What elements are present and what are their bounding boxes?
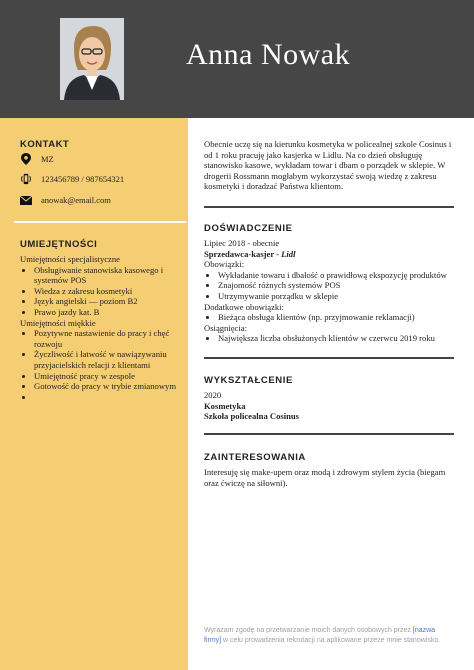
experience-dates: Lipiec 2018 - obecnie xyxy=(204,238,280,248)
experience-position xyxy=(204,249,456,260)
duties-list xyxy=(204,270,456,302)
extra-duties-label: Dodatkowe obowiązki: xyxy=(204,301,284,312)
candidate-name: Anna Nowak xyxy=(186,38,351,71)
duty-item: • Utrzymywanie porządku w sklepie xyxy=(218,291,456,302)
skill-item: • Wiedza z zakresu kosmetyki xyxy=(34,286,180,297)
education-section xyxy=(204,390,456,422)
skills-list xyxy=(20,254,180,402)
skills-title: UMIEJĘTNOŚCI xyxy=(20,239,98,250)
duties-label: Obowiązki: xyxy=(204,259,245,270)
skills-group-items xyxy=(20,265,180,318)
achievement-item: • Największa liczba obsłużonych klientów w czerwcu 2019 roku xyxy=(218,333,456,344)
summary-text xyxy=(204,139,456,192)
location-text: MZ xyxy=(41,154,54,164)
sidebar-divider xyxy=(14,221,186,223)
email-link[interactable]: anowak@email.com xyxy=(41,195,111,205)
skill-item xyxy=(34,392,180,403)
education-field: Kosmetyka xyxy=(204,400,246,411)
skill-item: • Życzliwość i łatwość w nawiązywaniu przyjacielskich relacji z klientami xyxy=(34,349,180,370)
extra-duties-list xyxy=(204,312,456,323)
duty-item: • Wykładanie towaru i dbałość o prawidłową ekspozycję produktów xyxy=(218,270,456,281)
interests-section xyxy=(204,467,456,488)
gdpr-consent: Wyrażam zgodę na przetwarzanie moich danych osobowych przez [nazwa firmy] w celu prowadzenia rekrutacji na aplikowane przeze mnie stanowisko. xyxy=(204,627,441,644)
skills-group-items xyxy=(20,328,180,402)
contact-location xyxy=(20,153,54,165)
interests-title: ZAINTERESOWANIA xyxy=(204,452,306,463)
education-title: WYKSZTAŁCENIE xyxy=(204,375,293,386)
contact-title: KONTAKT xyxy=(20,139,70,150)
extra-duty-item: • Bieżąca obsługa klientów (np. przyjmowanie reklamacji) xyxy=(218,312,456,323)
contact-phone xyxy=(20,173,124,185)
section-rule xyxy=(204,206,454,208)
header xyxy=(0,0,474,118)
interests-text: Interesuję się make-upem oraz modą i zdrowym stylem życia (biegam oraz ćwiczę na siłowni). xyxy=(204,467,446,488)
contact-email xyxy=(20,194,111,206)
profile-photo xyxy=(60,18,124,100)
achievements-list xyxy=(204,333,456,344)
skill-item: • Gotowość do pracy w trybie zmianowym xyxy=(34,381,180,392)
phone-icon xyxy=(20,173,32,185)
envelope-icon xyxy=(20,194,32,206)
section-rule xyxy=(204,357,454,359)
education-school: Szkoła policealna Cosinus xyxy=(204,411,300,422)
phone-text: 123456789 / 987654321 xyxy=(41,174,125,184)
education-year: 2020 xyxy=(204,390,222,400)
skill-item: • Prawo jazdy kat. B xyxy=(34,307,180,318)
duty-item: • Znajomość różnych systemów POS xyxy=(218,280,456,291)
section-rule xyxy=(204,433,454,435)
portrait-image xyxy=(60,18,124,100)
skill-item: • Umiejętność pracy w zespole xyxy=(34,371,180,382)
skills-group-label: Umiejętności specjalistyczne xyxy=(20,254,120,264)
experience-title: DOŚWIADCZENIE xyxy=(204,223,293,234)
skill-item: • Język angielski — poziom B2 xyxy=(34,296,180,307)
company-name-link[interactable]: [nazwa firmy] xyxy=(204,627,436,644)
location-pin-icon xyxy=(20,153,32,165)
skills-group-label: Umiejętności miękkie xyxy=(20,317,96,328)
experience-section xyxy=(204,238,456,344)
achievements-label: Osiągnięcia: xyxy=(204,322,247,333)
skill-item: • Pozytywne nastawienie do pracy i chęć rozwoju xyxy=(34,328,180,349)
company-name: Lidl xyxy=(281,248,296,259)
position-name: Sprzedawca-kasjer - xyxy=(204,248,282,259)
summary-paragraph: Obecnie uczę się na kierunku kosmetyka w policealnej szkole Cosinus i od 1 roku pracuję jako kasjerka w Lidlu. Na co dzień obsługuję stanowisko kasowe, wykładam towar i dbam o porządek w sklepie. W drogerii Rossmann mogłabym wykorzystać swoją wiedzę z zakresu kosmetyki i doradzać Państwa klientom. xyxy=(204,139,452,192)
skill-item: • Obsługiwanie stanowiska kasowego i systemów POS xyxy=(34,265,180,286)
